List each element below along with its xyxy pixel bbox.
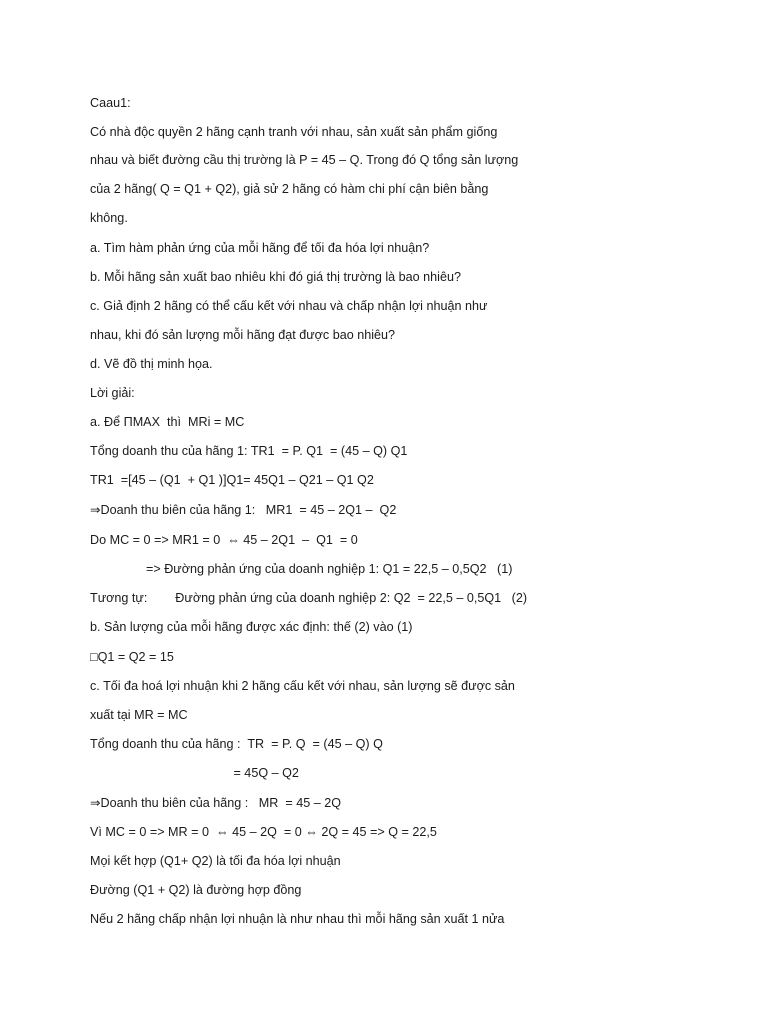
text-line: a. Để ΠMAX thì MRi = MC bbox=[90, 415, 245, 429]
text-line: => Đường phản ứng của doanh nghiệp 1: Q1 = 22,5 – 0,5Q2 (1) bbox=[90, 562, 513, 576]
text-line: Có nhà độc quyền 2 hãng cạnh tranh với nhau, sản xuất sản phẩm giống bbox=[90, 125, 498, 139]
text-line: = 45Q – Q2 bbox=[90, 766, 299, 780]
text-line: Do MC = 0 => MR1 = 0 ⇔ 45 – 2Q1 – Q1 = 0 bbox=[90, 533, 358, 547]
text-line: Mọi kết hợp (Q1+ Q2) là tối đa hóa lợi nhuận bbox=[90, 854, 341, 868]
text-line: c. Tối đa hoá lợi nhuận khi 2 hãng cấu kết với nhau, sản lượng sẽ được sản bbox=[90, 679, 515, 693]
text-line: nhau và biết đường cầu thị trường là P = 45 – Q. Trong đó Q tổng sản lượng bbox=[90, 153, 519, 167]
text-line: ⇒Doanh thu biên của hãng 1: MR1 = 45 – 2Q1 – Q2 bbox=[90, 503, 397, 517]
text-line: a. Tìm hàm phản ứng của mỗi hãng để tối đa hóa lợi nhuận? bbox=[90, 241, 430, 255]
text-line: Nếu 2 hãng chấp nhận lợi nhuận là như nhau thì mỗi hãng sản xuất 1 nửa bbox=[90, 912, 505, 926]
text-line: Caau1: bbox=[90, 96, 131, 110]
text-line: Tổng doanh thu của hãng 1: TR1 = P. Q1 = (45 – Q) Q1 bbox=[90, 444, 408, 458]
text-line: Vì MC = 0 => MR = 0 ⇔ 45 – 2Q = 0 ⇔ 2Q = 45 => Q = 22,5 bbox=[90, 825, 437, 839]
text-line: b. Sản lượng của mỗi hãng được xác định: thế (2) vào (1) bbox=[90, 620, 413, 634]
text-line: không. bbox=[90, 211, 128, 225]
text-line: TR1 =[45 – (Q1 + Q1 )]Q1= 45Q1 – Q21 – Q1 Q2 bbox=[90, 473, 374, 487]
text-line: ⇒Doanh thu biên của hãng : MR = 45 – 2Q bbox=[90, 796, 342, 810]
text-line: nhau, khi đó sản lượng mỗi hãng đạt được bao nhiêu? bbox=[90, 328, 396, 342]
text-line: d. Vẽ đồ thị minh họa. bbox=[90, 357, 213, 371]
text-line: Tổng doanh thu của hãng : TR = P. Q = (45 – Q) Q bbox=[90, 737, 383, 751]
text-line: c. Giả định 2 hãng có thể cấu kết với nhau và chấp nhận lợi nhuận như bbox=[90, 299, 488, 313]
text-line: b. Mỗi hãng sản xuất bao nhiêu khi đó giá thị trường là bao nhiêu? bbox=[90, 270, 461, 284]
text-line: của 2 hãng( Q = Q1 + Q2), giả sử 2 hãng có hàm chi phí cận biên bằng bbox=[90, 182, 489, 196]
section-heading: Lời giải: bbox=[90, 386, 135, 400]
text-line: Đường (Q1 + Q2) là đường hợp đồng bbox=[90, 883, 302, 897]
text-line: Tương tự: Đường phản ứng của doanh nghiệp 2: Q2 = 22,5 – 0,5Q1 (2) bbox=[90, 591, 528, 605]
text-line: xuất tại MR = MC bbox=[90, 708, 188, 722]
text-line: □Q1 = Q2 = 15 bbox=[90, 650, 174, 664]
